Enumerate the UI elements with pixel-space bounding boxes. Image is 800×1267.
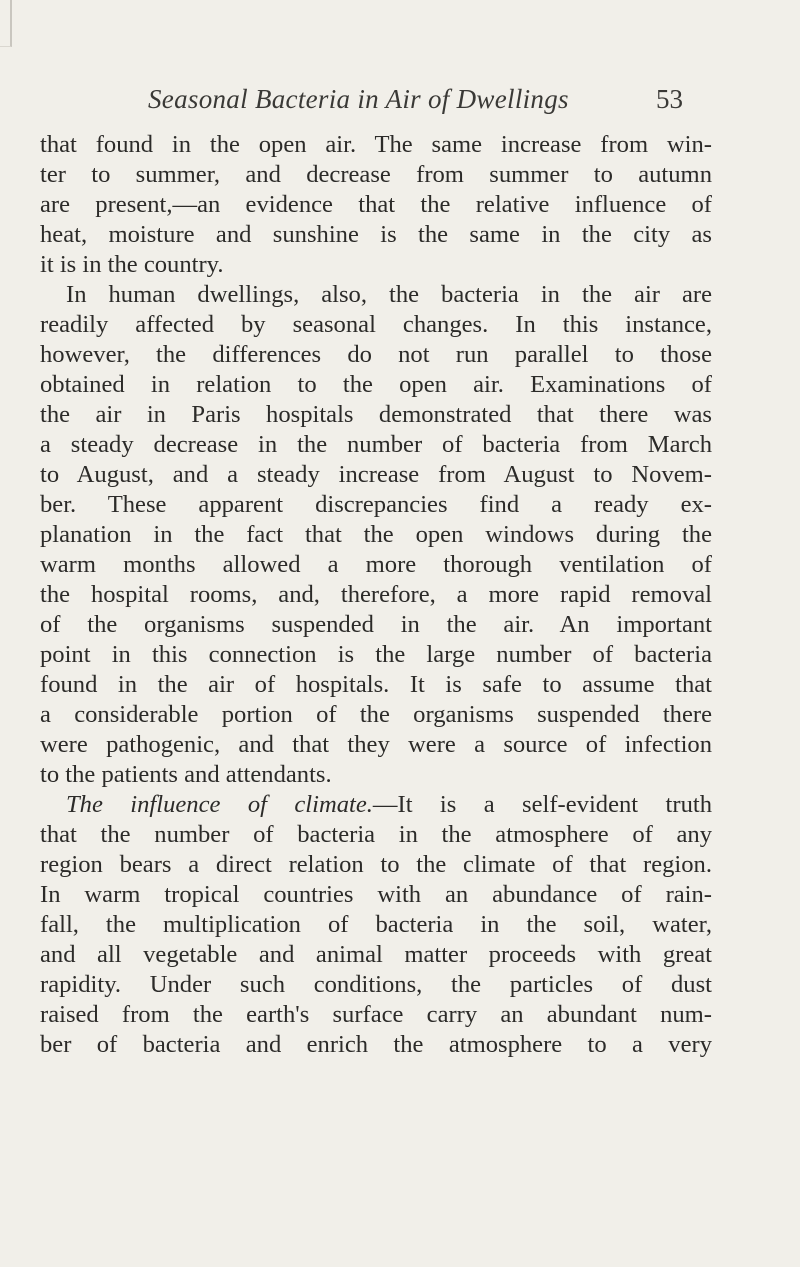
section-first-line-rest: —It is a self-evident truth [372, 791, 712, 818]
text-line: are present,—an evidence that the relative influence of [40, 191, 712, 218]
text-line: and all vegetable and animal matter proceeds with great [40, 941, 712, 968]
text-line: rapidity. Under such conditions, the particles of dust [40, 971, 712, 998]
text-line: were pathogenic, and that they were a source of infection [40, 731, 712, 758]
section-heading: The influence of climate. [66, 791, 373, 818]
text-line: planation in the fact that the open windows during the [40, 521, 712, 548]
text-line: ter to summer, and decrease from summer to autumn [40, 161, 712, 188]
text-line: heat, moisture and sunshine is the same in the city as [40, 221, 712, 248]
text-line: a steady decrease in the number of bacteria from March [40, 431, 712, 458]
text-line: a considerable portion of the organisms suspended there [40, 701, 712, 728]
text-line: ber. These apparent discrepancies find a ready ex- [40, 491, 712, 518]
running-head [0, 84, 800, 118]
text-line: warm months allowed a more thorough ventilation of [40, 551, 712, 578]
text-line: In warm tropical countries with an abundance of rain- [40, 881, 712, 908]
text-line: of the organisms suspended in the air. An important [40, 611, 712, 638]
text-line: region bears a direct relation to the climate of that region. [40, 851, 712, 878]
section-first-line [40, 790, 712, 820]
text-line: to August, and a steady increase from August to Novem- [40, 461, 712, 488]
text-line: ber of bacteria and enrich the atmosphere to a very [40, 1031, 712, 1058]
text-line: the hospital rooms, and, therefore, a more rapid removal [40, 581, 712, 608]
text-line: fall, the multiplication of bacteria in the soil, water, [40, 911, 712, 938]
page-number: 53 [656, 84, 683, 114]
text-line: that found in the open air. The same increase from win- [40, 131, 712, 158]
page-corner-edge [0, 0, 12, 47]
body-text [40, 130, 712, 1060]
text-line: however, the differences do not run parallel to those [40, 341, 712, 368]
running-title: Seasonal Bacteria in Air of Dwellings [148, 84, 569, 114]
text-line: raised from the earth's surface carry an abundant num- [40, 1001, 712, 1028]
text-line: the air in Paris hospitals demonstrated that there was [40, 401, 712, 428]
text-line: that the number of bacteria in the atmosphere of any [40, 821, 712, 848]
text-line: it is in the country. [40, 251, 224, 278]
text-line: In human dwellings, also, the bacteria in the air are [66, 281, 712, 308]
text-line: readily affected by seasonal changes. In this instance, [40, 311, 712, 338]
text-line: point in this connection is the large number of bacteria [40, 641, 712, 668]
text-line: to the patients and attendants. [40, 761, 332, 788]
text-line: found in the air of hospitals. It is safe to assume that [40, 671, 712, 698]
text-line: obtained in relation to the open air. Examinations of [40, 371, 712, 398]
